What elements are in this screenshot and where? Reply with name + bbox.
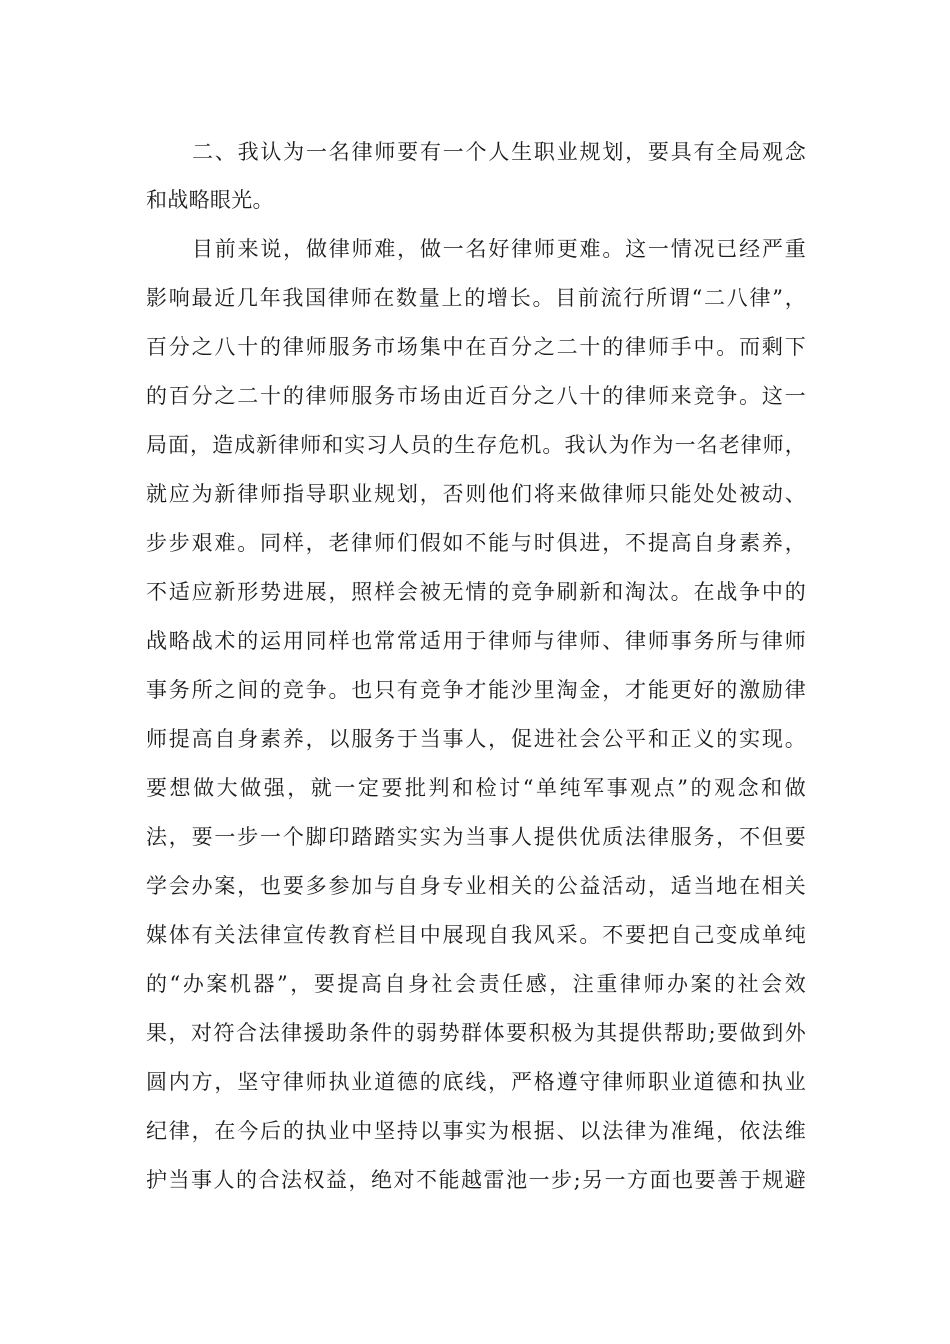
paragraph-line: 不适应新形势进展，照样会被无情的竞争刷新和淘汰。在战争中的 bbox=[146, 580, 806, 604]
paragraph-line: 局面，造成新律师和实习人员的生存危机。我认为作为一名老律师， bbox=[146, 433, 806, 457]
paragraph-line: 护当事人的合法权益，绝对不能越雷池一步;另一方面也要善于规避 bbox=[146, 1168, 806, 1192]
paragraph-line: 步步艰难。同样，老律师们假如不能与时俱进，不提高自身素养， bbox=[146, 531, 806, 555]
paragraph-line: 媒体有关法律宣传教育栏目中展现自我风采。不要把自己变成单纯 bbox=[146, 923, 806, 947]
paragraph-line: 百分之八十的律师服务市场集中在百分之二十的律师手中。而剩下 bbox=[146, 335, 806, 359]
paragraph-line: 就应为新律师指导职业规划，否则他们将来做律师只能处处被动、 bbox=[146, 482, 806, 506]
paragraph-line: 战略战术的运用同样也常常适用于律师与律师、律师事务所与律师 bbox=[146, 629, 806, 653]
paragraph-line: 事务所之间的竞争。也只有竞争才能沙里淘金，才能更好的激励律 bbox=[146, 678, 806, 702]
paragraph-line: 要想做大做强，就一定要批判和检讨“单纯军事观点”的观念和做 bbox=[146, 776, 806, 800]
paragraph-line: 学会办案，也要多参加与自身专业相关的公益活动，适当地在相关 bbox=[146, 874, 806, 898]
paragraph-line: 的百分之二十的律师服务市场由近百分之八十的律师来竞争。这一 bbox=[146, 384, 806, 408]
paragraph-line: 目前来说，做律师难，做一名好律师更难。这一情况已经严重 bbox=[192, 237, 806, 261]
paragraph-line: 法，要一步一个脚印踏踏实实为当事人提供优质法律服务，不但要 bbox=[146, 825, 806, 849]
paragraph-line: 师提高自身素养，以服务于当事人，促进社会公平和正义的实现。 bbox=[146, 727, 806, 751]
paragraph-line: 果，对符合法律援助条件的弱势群体要积极为其提供帮助;要做到外 bbox=[146, 1021, 806, 1045]
paragraph-line: 影响最近几年我国律师在数量上的增长。目前流行所谓“二八律”， bbox=[146, 286, 806, 310]
paragraph-line: 的“办案机器”，要提高自身社会责任感，注重律师办案的社会效 bbox=[146, 972, 806, 996]
paragraph-line: 圆内方，坚守律师执业道德的底线，严格遵守律师职业道德和执业 bbox=[146, 1070, 806, 1094]
heading-line-2: 和战略眼光。 bbox=[146, 188, 274, 212]
heading-line-1: 二、我认为一名律师要有一个人生职业规划，要具有全局观念 bbox=[192, 140, 806, 164]
paragraph-line: 纪律，在今后的执业中坚持以事实为根据、以法律为准绳，依法维 bbox=[146, 1119, 806, 1143]
